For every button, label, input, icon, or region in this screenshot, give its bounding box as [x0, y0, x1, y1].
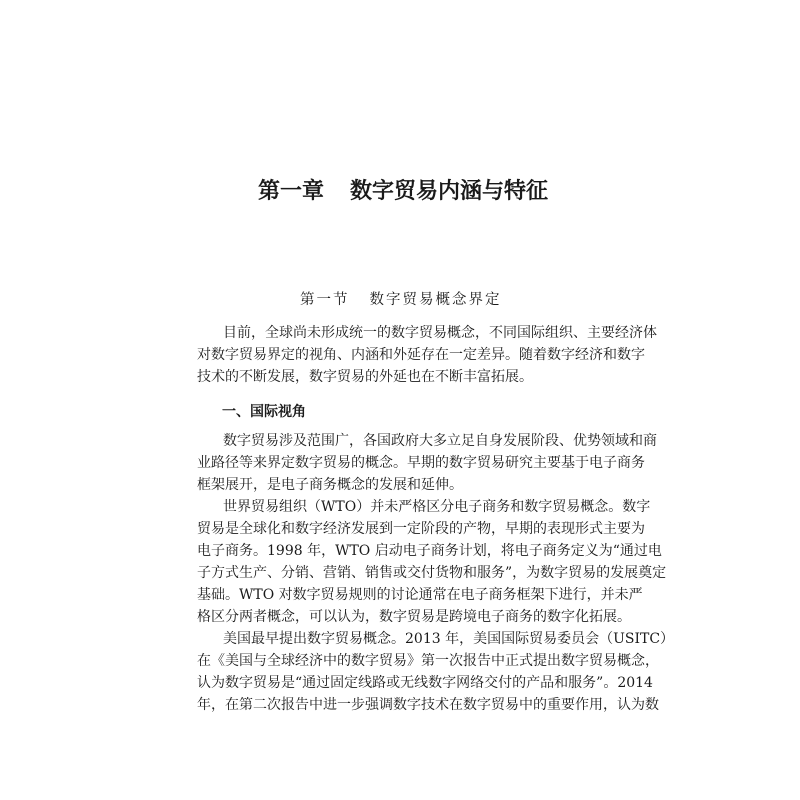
paragraph-line: 目前，全球尚未形成统一的数字贸易概念，不同国际组织、主要经济体: [223, 325, 657, 341]
paragraph-line: 世界贸易组织（WTO）并未严格区分电子商务和数字贸易概念。数字: [223, 499, 651, 515]
chapter-name: 数字贸易内涵与特征: [350, 178, 549, 204]
paragraph-line: 在《美国与全球经济中的数字贸易》第一次报告中正式提出数字贸易概念，: [197, 653, 659, 669]
paragraph-line: 格区分两者概念，可以认为，数字贸易是跨境电子商务的数字化拓展。: [197, 609, 631, 625]
paragraph-line: 框架展开，是电子商务概念的发展和延伸。: [197, 477, 463, 493]
paragraph-line: 子方式生产、分销、营销、销售或交付货物和服务”，为数字贸易的发展奠定: [197, 565, 667, 581]
paragraph-line: 年，在第二次报告中进一步强调数字技术在数字贸易中的重要作用，认为数: [197, 697, 659, 713]
paragraph-line: 业路径等来界定数字贸易的概念。早期的数字贸易研究主要基于电子商务: [197, 455, 645, 471]
section-number: 第一节: [300, 292, 350, 308]
chapter-number: 第一章: [258, 178, 325, 204]
section-name: 数字贸易概念界定: [369, 292, 502, 308]
paragraph-line: 基础。WTO 对数字贸易规则的讨论通常在电子商务框架下进行，并未严: [197, 587, 643, 603]
subheading: 一、国际视角: [222, 404, 306, 420]
paragraph-line: 贸易是全球化和数字经济发展到一定阶段的产物，早期的表现形式主要为: [197, 521, 645, 537]
paragraph-line: 认为数字贸易是“通过固定线路或无线数字网络交付的产品和服务”。2014: [197, 675, 653, 691]
paragraph-line: 美国最早提出数字贸易概念。2013 年，美国国际贸易委员会（USITC）: [223, 631, 675, 647]
paragraph-line: 数字贸易涉及范围广，各国政府大多立足自身发展阶段、优势领域和商: [223, 433, 657, 449]
paragraph-line: 技术的不断发展，数字贸易的外延也在不断丰富拓展。: [197, 369, 533, 385]
paragraph-line: 对数字贸易界定的视角、内涵和外延存在一定差异。随着数字经济和数字: [197, 347, 645, 363]
chapter-title: [258, 174, 549, 205]
section-title: [300, 288, 502, 309]
paragraph-line: 电子商务。1998 年，WTO 启动电子商务计划，将电子商务定义为“通过电: [197, 543, 662, 559]
